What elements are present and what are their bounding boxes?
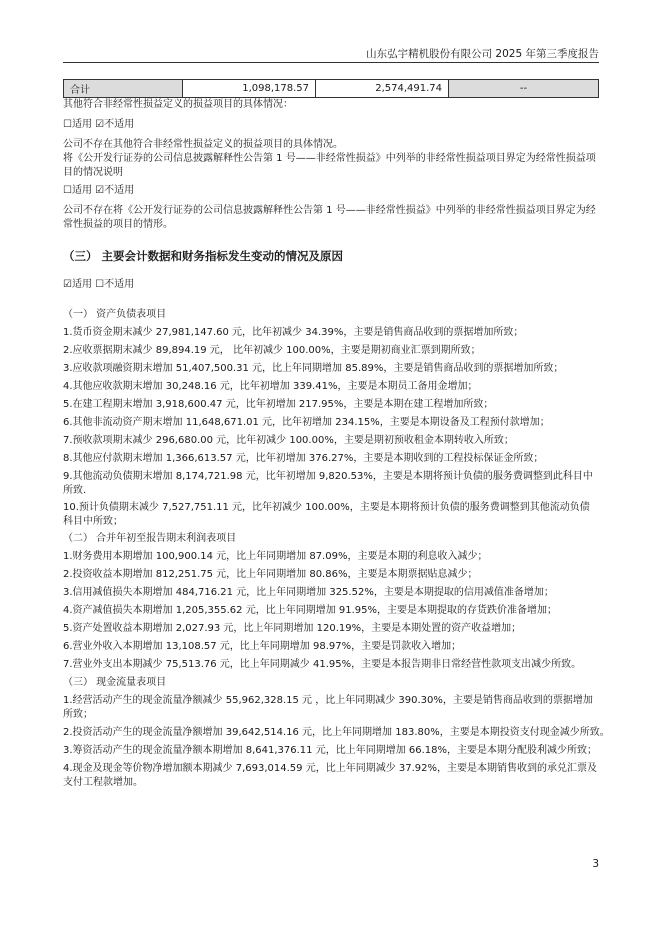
list-item: 3.应收款项融资期末增加 51,407,500.31 元，比上年同期增加 85.89%，主要是销售商品收到的票据增加所致； — [63, 363, 564, 374]
other-items-intro: 其他符合非经常性损益定义的损益项目的具体情况： — [63, 99, 293, 110]
list-item: 2.投资收益本期增加 812,251.75 元，比上年同期增加 80.86%，主要是本期票据贴息减少； — [63, 569, 478, 580]
report-header-title: 山东弘宇精机股份有限公司 2025 年第三季度报告 — [366, 48, 599, 60]
list-item: 1.经营活动产生的现金流量净额减少 55,962,328.15 元 ，比上年同期减少 390.30%，主要是销售商品收到的票据增加所致； — [63, 695, 593, 720]
list-item: 4.资产减值损失本期增加 1,205,355.62 元，比上年同期增加 91.95%，主要是本期提取的存货跌价准备增加； — [63, 605, 558, 616]
defined-items-intro: 将《公开发行证券的公司信息披露解释性公告第 1 号——非经常性损益》中列举的非经常性损益项目界定为经常性损益项目的情况说明 — [63, 153, 596, 178]
list-item: 2.应收票据期末减少 89,894.19 元， 比年初减少 100.00%，主要是期初商业汇票到期所致； — [63, 345, 481, 356]
list-item: 5.在建工程期末增加 3,918,600.47 元，比年初增加 217.95%，主要是本期在建工程增加所致； — [63, 399, 494, 410]
balance-sheet-heading: （一） 资产负债表项目 — [63, 309, 167, 320]
other-items-statement: 公司不存在其他符合非经常性损益定义的损益项目的具体情况。 — [63, 139, 343, 150]
list-item: 1.货币资金期末减少 27,981,147.60 元，比年初减少 34.39%，主要是销售商品收到的票据增加所致； — [63, 327, 524, 338]
page-number: 3 — [592, 858, 599, 870]
other-items-checkbox: ☐适用 ☑不适用 — [63, 119, 135, 130]
list-item: 10.预计负债期末减少 7,527,751.11 元，比年初减少 100.00%，主要是本期将预计负债的服务费调整到其他流动负债科目中所致； — [63, 502, 590, 527]
header-divider — [63, 62, 599, 63]
list-item: 9.其他流动负债期末增加 8,174,721.98 元，比年初增加 9,820.53%，主要是本期将预计负债的服务费调整到此科目中所致. — [63, 471, 593, 496]
cash-flow-heading: （三） 现金流量表项目 — [63, 677, 167, 688]
total-note-cell: -- — [449, 80, 599, 98]
list-item: 6.营业外收入本期增加 13,108.57 元，比上年同期增加 98.97%，主要是罚款收入增加； — [63, 641, 462, 652]
defined-items-checkbox: ☐适用 ☑不适用 — [63, 185, 135, 196]
list-item: 7.营业外支出本期减少 75,513.76 元，比上年同期减少 41.95%，主要是本报告期非日常经营性款项支出减少所致。 — [63, 659, 582, 670]
list-item: 3.信用减值损失本期增加 484,716.21 元，比上年同期增加 325.52%，主要是本期提取的信用减值准备增加； — [63, 587, 554, 598]
section-title: （三） 主要会计数据和财务指标发生变动的情况及原因 — [63, 249, 344, 263]
total-label-cell: 合计 — [64, 80, 183, 98]
total-current-cell: 1,098,178.57 — [183, 80, 316, 98]
defined-items-statement: 公司不存在将《公开发行证券的公司信息披露解释性公告第 1 号——非经常性损益》中列举的非经常性损益项目界定为经常性损益的项目的情形。 — [63, 205, 596, 230]
list-item: 7.预收款项期末减少 296,680.00 元，比年初减少 100.00%，主要是期初预收租金本期转收入所致； — [63, 435, 514, 446]
list-item: 1.财务费用本期增加 100,900.14 元，比上年同期增加 87.09%，主要是本期的利息收入减少； — [63, 551, 488, 562]
nonrecurring-total-table — [63, 79, 599, 98]
table-row — [64, 80, 599, 98]
list-item: 5.资产处置收益本期增加 2,027.93 元，比上年同期增加 120.19%，主要是本期处置的资产收益增加； — [63, 623, 522, 634]
list-item: 4.现金及现金等价物净增加额本期减少 7,693,014.59 元，比上年同期减少 37.92%，主要是本期销售收到的承兑汇票及支付工程款增加。 — [63, 763, 598, 788]
list-item: 2.投资活动产生的现金流量净额增加 39,642,514.16 元，比上年同期增加 183.80%，主要是本期投资支付现金减少所致。 — [63, 727, 610, 738]
list-item: 3.筹资活动产生的现金流量净额本期增加 8,641,376.11 元，比上年同期增加 66.18%，主要是本期分配股利减少所致； — [63, 745, 598, 756]
list-item: 4.其他应收款期末增加 30,248.16 元，比年初增加 339.41%，主要是本期员工备用金增加； — [63, 381, 478, 392]
section-checkbox: ☑适用 ☐不适用 — [63, 279, 135, 290]
list-item: 8.其他应付款期末增加 1,366,613.57 元，比年初增加 376.27%，主要是本期收到的工程投标保证金所致； — [63, 453, 544, 464]
income-statement-heading: （二） 合并年初至报告期末利润表项目 — [63, 533, 237, 544]
list-item: 6.其他非流动资产期末增加 11,648,671.01 元，比年初增加 234.15%，主要是本期设备及工程预付款增加； — [63, 417, 550, 428]
total-ytd-cell: 2,574,491.74 — [316, 80, 449, 98]
